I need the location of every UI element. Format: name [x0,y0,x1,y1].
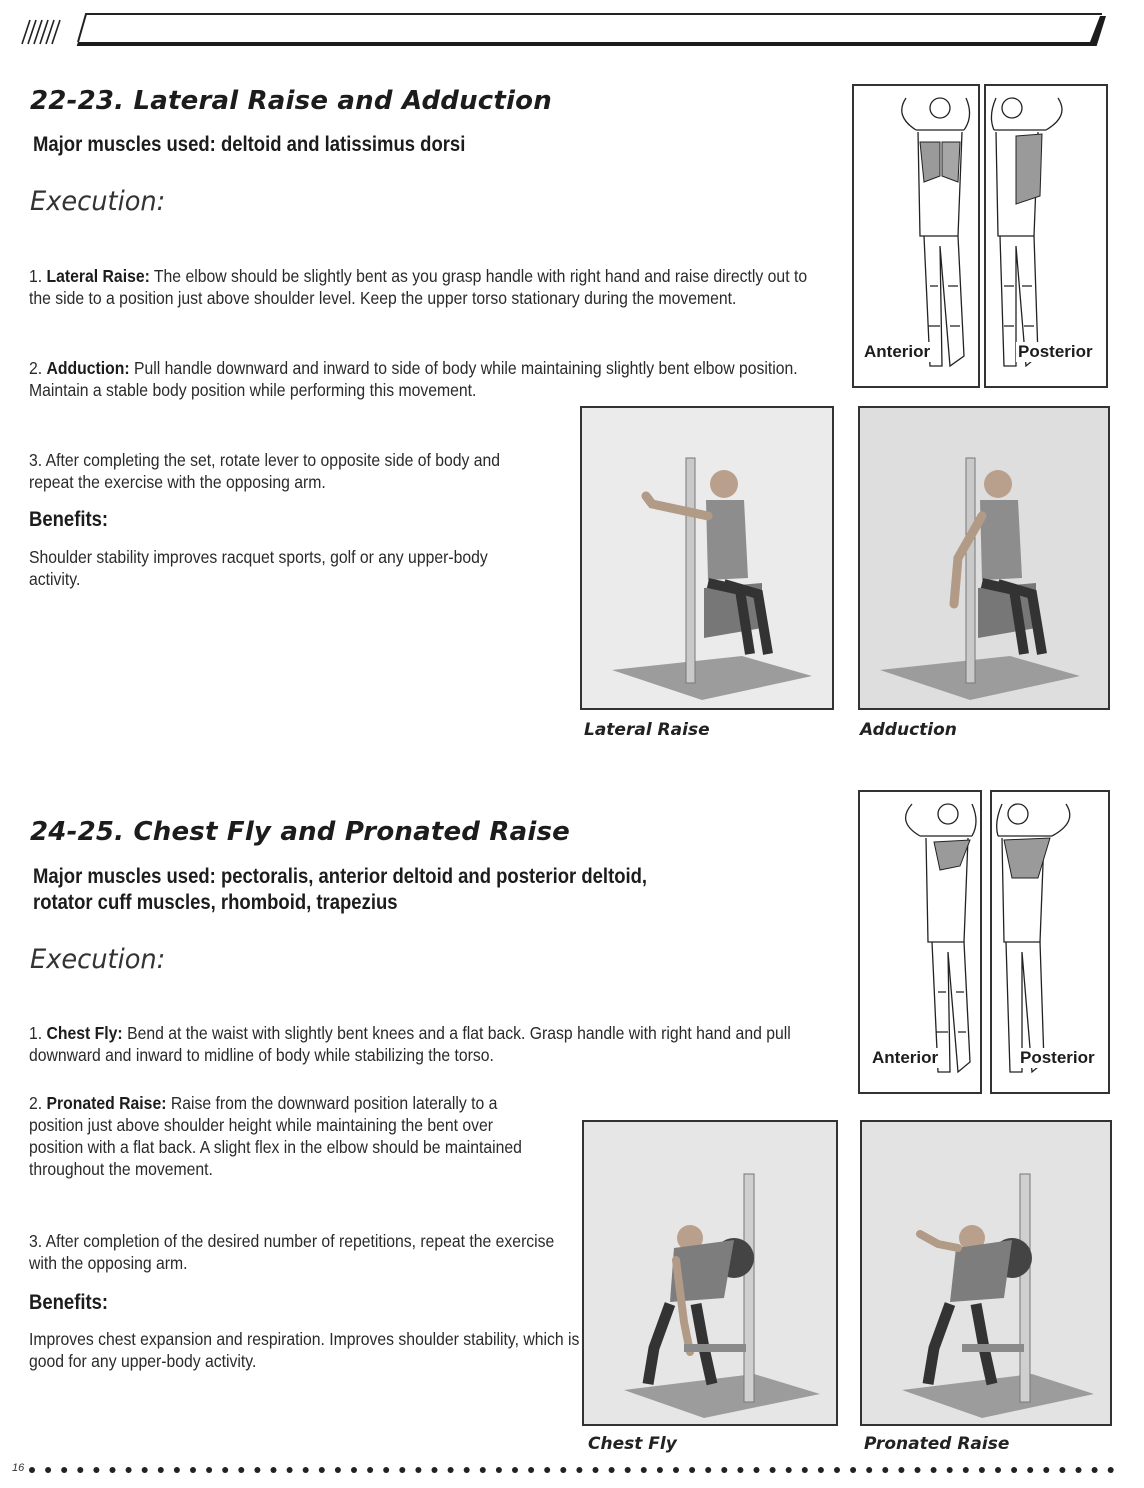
footer-dot [93,1467,99,1473]
section2-anatomy-posterior [990,790,1110,1094]
footer-dot [287,1467,293,1473]
footer-dot [190,1467,196,1473]
footer-dot [496,1467,502,1473]
section2-posterior-label: Posterior [1020,1048,1095,1067]
section1-execution-label: Execution: [30,186,166,217]
footer-dot [609,1467,615,1473]
footer-dot [866,1467,872,1473]
section2-muscles-line1: Major muscles used: pectoralis, anterior deltoid and posterior deltoid, [33,865,648,888]
footer-dot [834,1467,840,1473]
footer-dot [689,1467,695,1473]
footer-dot [882,1467,888,1473]
footer-dot [399,1467,405,1473]
section1-muscles: Major muscles used: deltoid and latissimus dorsi [33,133,466,156]
pronated-raise-photo [860,1120,1112,1426]
lateral-raise-illustration [582,408,832,708]
footer-dot [915,1467,921,1473]
footer-dot [110,1467,116,1473]
footer-dot [480,1467,486,1473]
header-banner [60,10,1110,46]
footer-dot [335,1467,341,1473]
footer-dot [593,1467,599,1473]
page-number: 16 [12,1462,25,1474]
footer-dot [238,1467,244,1473]
footer-dot [898,1467,904,1473]
footer-dot [979,1467,985,1473]
pronated-raise-illustration [862,1122,1110,1424]
footer-dot [254,1467,260,1473]
footer-dot [931,1467,937,1473]
footer-dot [1092,1467,1098,1473]
adduction-photo [858,406,1110,710]
section2-title: 24-25. Chest Fly and Pronated Raise [30,817,570,847]
footer-dot [625,1467,631,1473]
section2-step-1: 1. Chest Fly: Bend at the waist with slightly bent knees and a flat back. Grasp handle with right hand and pull downward and inward to midline of body while stabilizing the torso. [29,1023,791,1065]
footer-dot [174,1467,180,1473]
footer-dot [721,1467,727,1473]
footer-dot [1059,1467,1065,1473]
footer-dotted-rule [28,1462,1128,1478]
footer-dot [29,1467,35,1473]
footer-dot [383,1467,389,1473]
footer-dot [512,1467,518,1473]
pronated-raise-caption: Pronated Raise [864,1434,1010,1454]
chest-fly-photo [582,1120,838,1426]
chest-fly-illustration [584,1122,836,1424]
footer-dot [995,1467,1001,1473]
section1-benefits-heading: Benefits: [29,508,109,531]
section1-anatomy-anterior [852,84,980,388]
footer-dot [737,1467,743,1473]
footer-dot [963,1467,969,1473]
adduction-caption: Adduction [860,720,957,740]
posterior-muscle-figure-2 [992,792,1108,1092]
footer-dot [802,1467,808,1473]
section1-title: 22-23. Lateral Raise and Adduction [30,86,552,116]
section2-step-3: 3. After completion of the desired number of repetitions, repeat the exercise with the opposing arm. [29,1231,555,1273]
footer-dot [1076,1467,1082,1473]
footer-dot [754,1467,760,1473]
footer-dot [1108,1467,1114,1473]
section2-benefits-text: Improves chest expansion and respiration. Improves shoulder stability, which is good for any upper-body activity. [29,1329,580,1371]
footer-dot [142,1467,148,1473]
footer-dot [544,1467,550,1473]
footer-dot [1027,1467,1033,1473]
footer-dot [77,1467,83,1473]
footer-dot [560,1467,566,1473]
section2-anterior-label: Anterior [872,1048,939,1067]
anterior-muscle-figure [854,86,978,386]
footer-dot [61,1467,67,1473]
posterior-muscle-figure [986,86,1106,386]
footer-dot [303,1467,309,1473]
section1-step-3: 3. After completing the set, rotate lever to opposite side of body and repeat the exercise with the opposing arm. [29,450,501,492]
section2-anatomy-anterior [858,790,982,1094]
section2-benefits-heading: Benefits: [29,1291,109,1314]
footer-dot [45,1467,51,1473]
footer-dot [158,1467,164,1473]
section1-posterior-label: Posterior [1018,342,1093,361]
footer-dot [1011,1467,1017,1473]
footer-dot [464,1467,470,1473]
section2-execution-label: Execution: [30,944,166,975]
footer-dot [432,1467,438,1473]
footer-dot [222,1467,228,1473]
footer-dot [850,1467,856,1473]
adduction-illustration [860,408,1108,708]
footer-dot [415,1467,421,1473]
section1-anterior-label: Anterior [864,342,931,361]
footer-dot [351,1467,357,1473]
footer-dot [126,1467,132,1473]
section1-anatomy-posterior [984,84,1108,388]
footer-dot [947,1467,953,1473]
lateral-raise-photo [580,406,834,710]
footer-dot [367,1467,373,1473]
footer-dot [657,1467,663,1473]
footer-dot [818,1467,824,1473]
footer-dot [786,1467,792,1473]
footer-dot [448,1467,454,1473]
footer-dot [319,1467,325,1473]
footer-dot [770,1467,776,1473]
section1-benefits-text: Shoulder stability improves racquet sports, golf or any upper-body activity. [29,547,488,589]
footer-dot [528,1467,534,1473]
section2-step-2: 2. Pronated Raise: Raise from the downward position laterally to a position just above shoulder height while maintaining the bent over position with a flat back. A slight flex in the elbow should be maintained throughout the movement. [29,1093,522,1179]
section1-step-2: 2. Adduction: Pull handle downward and inward to side of body while maintaining slightly bent elbow position. Maintain a stable body position while performing this movement. [29,358,798,400]
footer-dot [271,1467,277,1473]
footer-dot [705,1467,711,1473]
footer-dot [576,1467,582,1473]
lateral-raise-caption: Lateral Raise [584,720,710,740]
chest-fly-caption: Chest Fly [588,1434,677,1454]
anterior-muscle-figure-2 [860,792,980,1092]
footer-dot [1043,1467,1049,1473]
footer-dot [206,1467,212,1473]
footer-dot [673,1467,679,1473]
section2-muscles-line2: rotator cuff muscles, rhomboid, trapezius [33,891,398,914]
section1-step-1: 1. Lateral Raise: The elbow should be slightly bent as you grasp handle with right hand and raise directly out to the side to a position just above shoulder level. Keep the upper torso stationary during the movement. [29,266,808,308]
footer-dot [641,1467,647,1473]
